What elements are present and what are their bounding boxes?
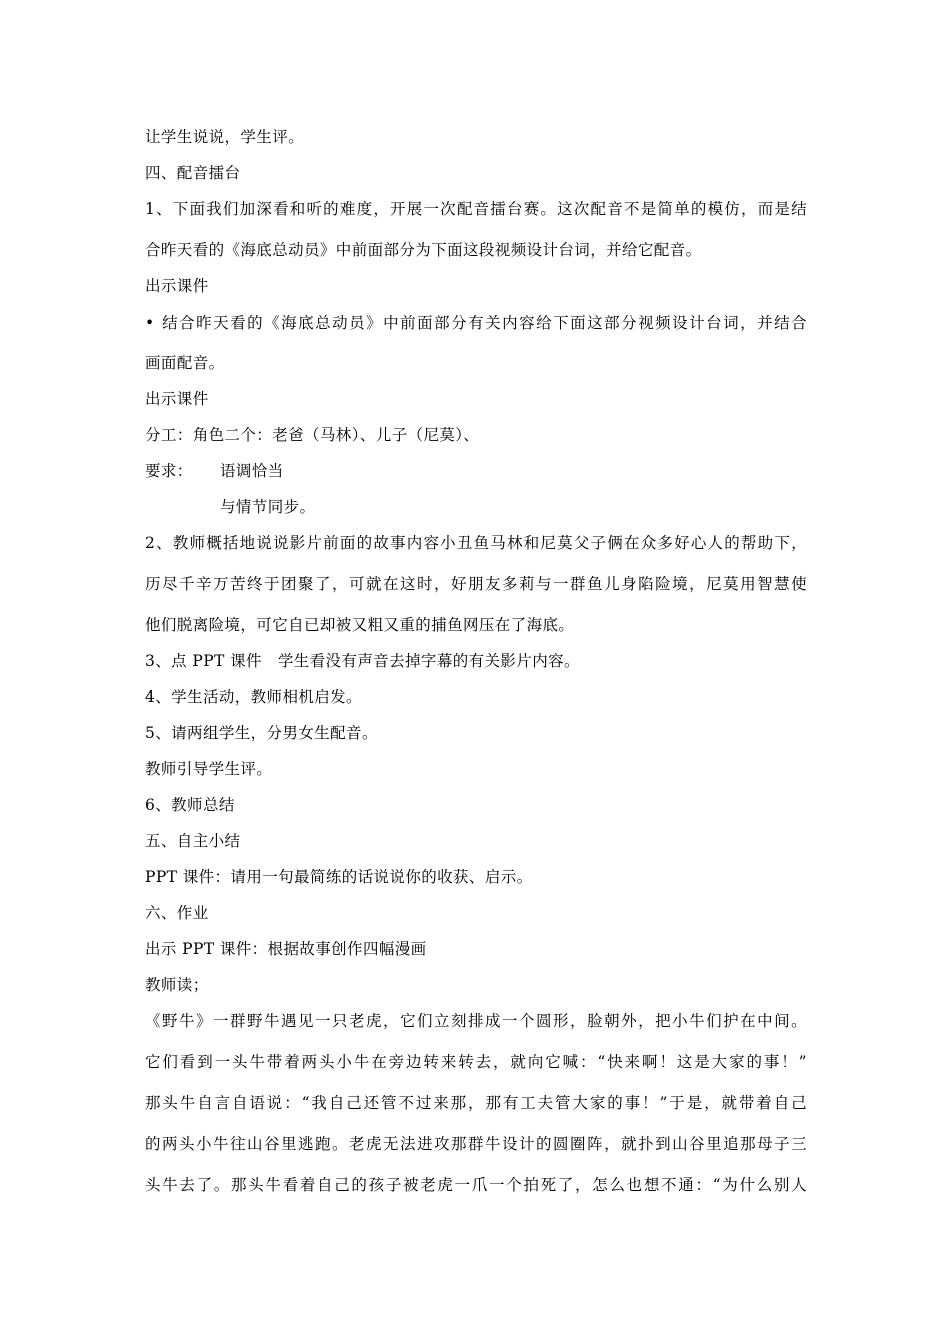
text-line: 出示 PPT 课件：根据故事创作四幅漫画 <box>145 940 427 958</box>
text-line: 3、点 PPT 课件 学生看没有声音去掉字幕的有关影片内容。 <box>145 652 580 670</box>
text-line: 合昨天看的《海底总动员》中前面部分为下面这段视频设计台词，并给它配音。 <box>145 241 702 259</box>
text-line: 6、教师总结 <box>145 796 235 814</box>
text-line: 他们脱离险境，可它自已却被又粗又重的捕鱼网压在了海底。 <box>145 616 575 634</box>
requirement-item: 语调恰当 <box>220 462 284 480</box>
story-line: 那头牛自言自语说：“我自己还管不过来那，那有工夫管大家的事！”于是，就带着自己 <box>145 1094 807 1112</box>
text-line: 历尽千辛万苦终于团聚了，可就在这时，好朋友多莉与一群鱼儿身陷险境，尼莫用智慧使 <box>145 575 807 593</box>
story-line: 它们看到一头牛带着两头小牛在旁边转来转去，就向它喊：“快来啊！这是大家的事！” <box>145 1053 807 1071</box>
section-heading: 六、作业 <box>145 904 209 922</box>
section-heading: 五、自主小结 <box>145 832 241 850</box>
text-line: 教师引导学生评。 <box>145 760 273 778</box>
story-line: 头牛去了。那头牛看着自己的孩子被老虎一爪一个拍死了，怎么也想不通：“为什么别人 <box>145 1176 807 1194</box>
text-line: 2、教师概括地说说影片前面的故事内容小丑鱼马林和尼莫父子俩在众多好心人的帮助下， <box>145 534 807 552</box>
story-line: 《野牛》一群野牛遇见一只老虎，它们立刻排成一个圆形，脸朝外，把小牛们护在中间。 <box>145 1012 807 1030</box>
text-line: 让学生说说，学生评。 <box>145 128 305 146</box>
requirement-item: 与情节同步。 <box>220 498 316 516</box>
bullet-text: 结合昨天看的《海底总动员》中前面部分有关内容给下面这部分视频设计台词，并结合 <box>161 314 807 332</box>
text-line: 出示课件 <box>145 390 209 408</box>
text-line: 出示课件 <box>145 277 209 295</box>
text-line: 4、学生活动，教师相机启发。 <box>145 688 362 706</box>
text-line: PPT 课件：请用一句最简练的话说说你的收获、启示。 <box>145 868 533 886</box>
text-line: 5、请两组学生，分男女生配音。 <box>145 724 378 742</box>
section-heading: 四、配音擂台 <box>145 164 241 182</box>
text-line: 教师读； <box>145 976 209 994</box>
bullet-item <box>145 313 807 333</box>
text-line: 画面配音。 <box>145 354 225 372</box>
requirement-label: 要求： <box>145 462 193 480</box>
bullet-icon: • <box>145 314 155 332</box>
text-line: 分工：角色二个：老爸（马林）、儿子（尼莫）、 <box>145 426 480 444</box>
text-line: 1、下面我们加深看和听的难度，开展一次配音擂台赛。这次配音不是简单的模仿，而是结 <box>145 200 807 218</box>
story-line: 的两头小牛往山谷里逃跑。老虎无法进攻那群牛设计的圆圈阵，就扑到山谷里追那母子三 <box>145 1135 807 1153</box>
